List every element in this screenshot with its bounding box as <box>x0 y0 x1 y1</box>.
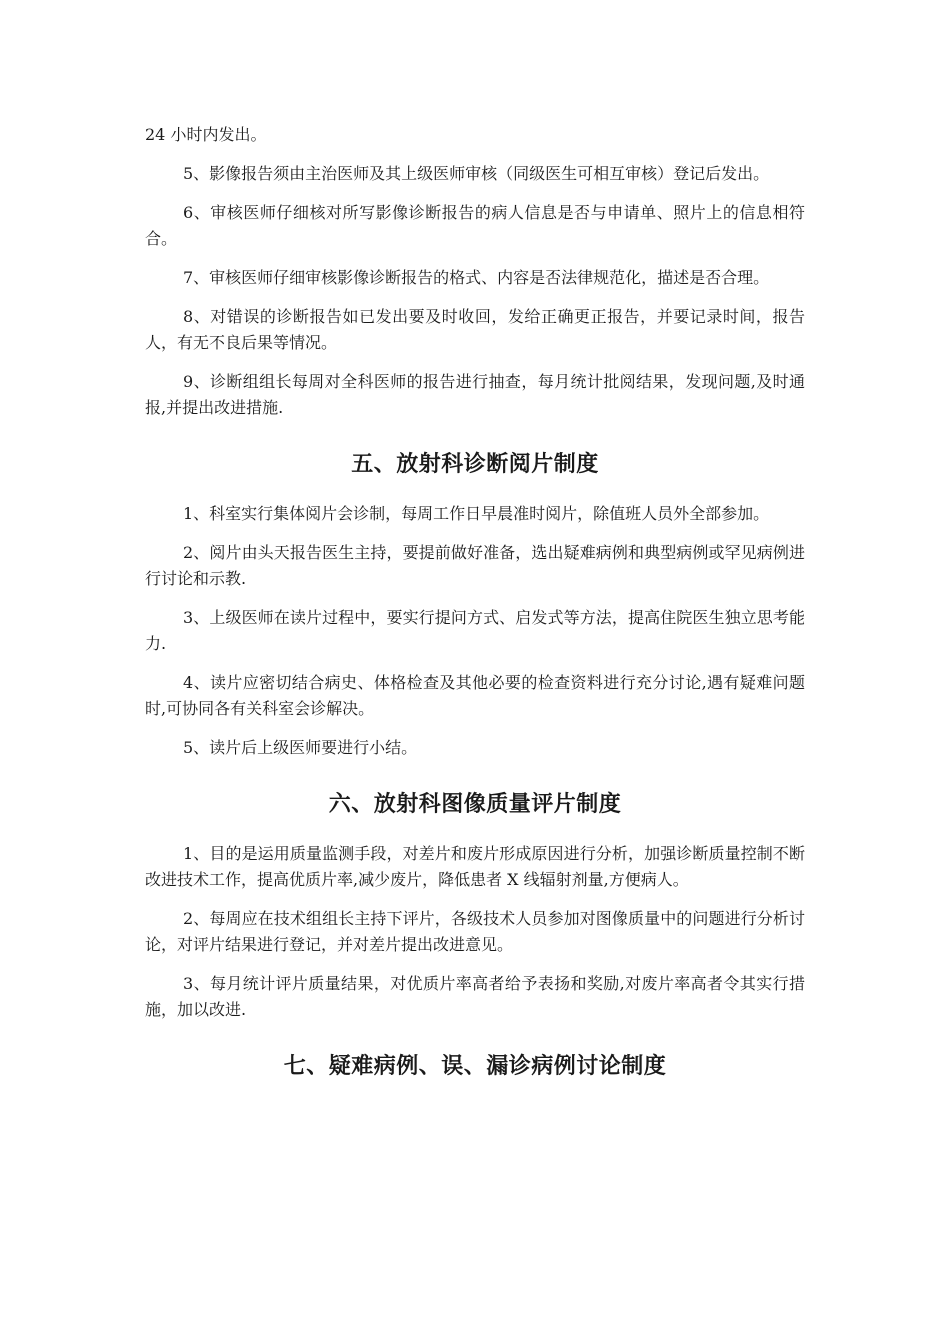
list-item: 5、读片后上级医师要进行小结。 <box>183 738 418 757</box>
list-item: 1、科室实行集体阅片会诊制，每周工作日早晨准时阅片，除值班人员外全部参加。 <box>183 504 770 523</box>
list-item: 1、目的是运用质量监测手段，对差片和废片形成原因进行分析，加强诊断质量控制不断改进技术工作，提高优质片率,减少废片，降低患者 X 线辐射剂量,方便病人。 <box>145 844 805 889</box>
section-title-5: 五、放射科诊断阅片制度 <box>351 451 599 477</box>
list-item: 3、每月统计评片质量结果，对优质片率高者给予表扬和奖励,对废片率高者令其实行措施，加以改进. <box>145 974 805 1019</box>
list-item: 6、审核医师仔细核对所写影像诊断报告的病人信息是否与申请单、照片上的信息相符合。 <box>145 203 805 248</box>
list-item: 9、诊断组组长每周对全科医师的报告进行抽查，每月统计批阅结果，发现问题,及时通报,并提出改进措施. <box>145 372 805 417</box>
list-item: 2、每周应在技术组组长主持下评片，各级技术人员参加对图像质量中的问题进行分析讨论，对评片结果进行登记，并对差片提出改进意见。 <box>145 909 805 954</box>
list-item: 7、审核医师仔细审核影像诊断报告的格式、内容是否法律规范化，描述是否合理。 <box>183 268 770 287</box>
list-item: 4、读片应密切结合病史、体格检查及其他必要的检查资料进行充分讨论,遇有疑难问题时,可协同各有关科室会诊解决。 <box>145 673 805 718</box>
list-item: 3、上级医师在读片过程中，要实行提问方式、启发式等方法，提高住院医生独立思考能力. <box>145 608 805 653</box>
document-body <box>145 122 805 1103</box>
section-title-6: 六、放射科图像质量评片制度 <box>328 791 622 817</box>
list-item: 2、阅片由头天报告医生主持，要提前做好准备，选出疑难病例和典型病例或罕见病例进行讨论和示教. <box>145 543 805 588</box>
section-title-7: 七、疑难病例、误、漏诊病例讨论制度 <box>283 1053 667 1079</box>
continuation-text: 24 小时内发出。 <box>145 125 267 144</box>
list-item: 8、对错误的诊断报告如已发出要及时收回，发给正确更正报告，并要记录时间，报告人，有无不良后果等情况。 <box>145 307 805 352</box>
list-item: 5、影像报告须由主治医师及其上级医师审核（同级医生可相互审核）登记后发出。 <box>183 164 770 183</box>
